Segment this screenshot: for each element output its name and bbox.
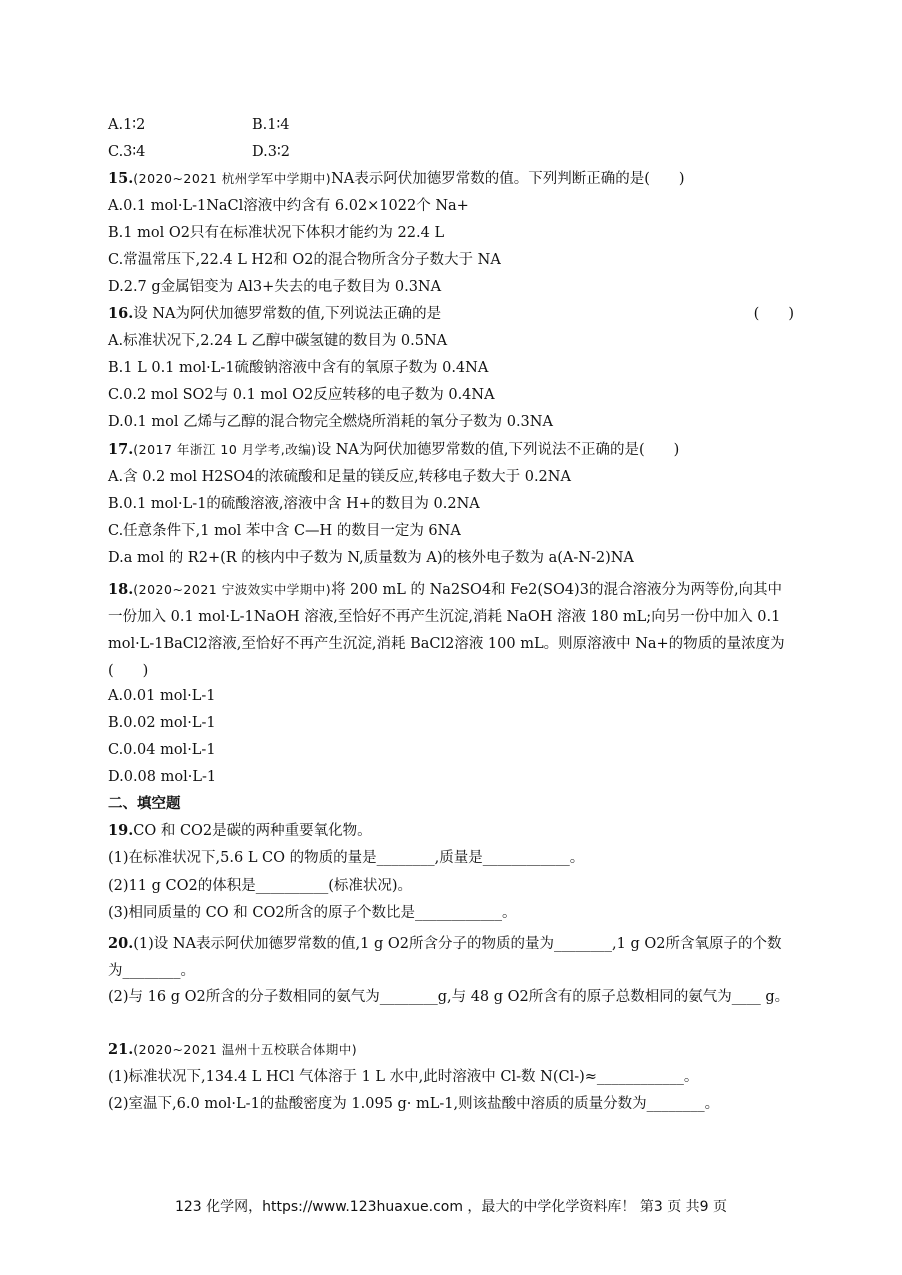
q20-part-1: 20.(1)设 NA表示阿伏加德罗常数的值,1 g O2所含分子的物质的量为________,1 g O2所含氧原子的个数为________。 [108, 935, 782, 979]
q19-part-2: (2)11 g CO2的体积是__________(标准状况)。 [108, 878, 413, 894]
q18-option-d: D.0.08 mol·L-1 [108, 769, 217, 785]
q21-part-2: (2)室温下,6.0 mol·L-1的盐酸密度为 1.095 g· mL-1,则该盐酸中溶质的质量分数为________。 [108, 1096, 720, 1112]
q17-stem-text: 设 NA为阿伏加德罗常数的值,下列说法不正确的是( ) [316, 442, 680, 458]
page-footer: 123 化学网，https://www.123huaxue.com ，最大的中学化学资料库！ 第3 页 共9 页 [174, 1199, 728, 1215]
q16-option-d: D.0.1 mol 乙烯与乙醇的混合物完全燃烧所消耗的氧分子数为 0.3NA [108, 414, 553, 430]
q19-stem: 19.CO 和 CO2是碳的两种重要氧化物。 [108, 822, 372, 839]
q15-stem: 15.(2020~2021 杭州学军中学期中)NA表示阿伏加德罗常数的值。下列判断正确的是( ) [108, 170, 685, 187]
q15-option-a: A.0.1 mol·L-1NaCl溶液中约含有 6.02×1022个 Na+ [108, 198, 469, 214]
q19-number: 19 [108, 822, 129, 839]
q18-stem: 18.(2020~2021 宁波效实中学期中)将 200 mL 的 Na2SO4和 Fe2(SO4)3的混合溶液分为两等份,向其中一份加入 0.1 mol·L-1NaOH 溶液,至恰好不再产生沉淀,消耗 NaOH 溶液 180 mL;向另一份中加入 0.1 mol·L-1BaCl2溶液,至恰好不再产生沉淀,消耗 BaCl2溶液 100 mL。则原溶液中 Na+的物质的量浓度为( ) [108, 581, 785, 679]
q14-option-c: C.3∶4 [108, 144, 146, 160]
q19-stem-text: CO 和 CO2是碳的两种重要氧化物。 [133, 823, 372, 839]
q19-part-1: (1)在标准状况下,5.6 L CO 的物质的量是________,质量是____________。 [108, 850, 585, 866]
q15-option-d: D.2.7 g金属铝变为 Al3+失去的电子数目为 0.3NA [108, 279, 442, 295]
q16-stem: 16.设 NA为阿伏加德罗常数的值,下列说法正确的是 ( ) [108, 305, 794, 322]
q15-source: (2020~2021 杭州学军中学期中) [133, 171, 332, 186]
q21-number: 21 [108, 1041, 129, 1058]
q21-part-1: (1)标准状况下,134.4 L HCl 气体溶于 1 L 水中,此时溶液中 Cl-数 N(Cl-)≈____________。 [108, 1069, 699, 1085]
q19-part-3: (3)相同质量的 CO 和 CO2所含的原子个数比是____________。 [108, 905, 517, 921]
q18-option-c: C.0.04 mol·L-1 [108, 742, 216, 758]
q17-option-d: D.a mol 的 R2+(R 的核内中子数为 N,质量数为 A)的核外电子数为 a(A-N-2)NA [108, 550, 634, 566]
q14-option-a: A.1∶2 [108, 117, 146, 133]
q18-number: 18 [108, 581, 129, 598]
q18-source: (2020~2021 宁波效实中学期中) [133, 582, 332, 597]
q17-source: (2017 年浙江 10 月学考,改编) [133, 442, 317, 457]
q20-part-1-text: (1)设 NA表示阿伏加德罗常数的值,1 g O2所含分子的物质的量为________,1 g O2所含氧原子的个数为________。 [108, 936, 782, 979]
q14-option-d: D.3∶2 [252, 144, 290, 160]
q14-option-b: B.1∶4 [252, 117, 290, 133]
q17-option-c: C.任意条件下,1 mol 苯中含 C—H 的数目一定为 6NA [108, 523, 461, 539]
q18-option-b: B.0.02 mol·L-1 [108, 715, 216, 731]
section-heading-fill-in: 二、填空题 [108, 796, 181, 812]
q16-stem-text: 设 NA为阿伏加德罗常数的值,下列说法正确的是 [133, 306, 442, 322]
q18-stem-text: 将 200 mL 的 Na2SO4和 Fe2(SO4)3的混合溶液分为两等份,向其中一份加入 0.1 mol·L-1NaOH 溶液,至恰好不再产生沉淀,消耗 NaOH 溶液 180 mL;向另一份中加入 0.1 mol·L-1BaCl2溶液,至恰好不再产生沉淀,消耗 BaCl2溶液 100 mL。则原溶液中 Na+的物质的量浓度为( ) [108, 582, 785, 679]
q17-option-b: B.0.1 mol·L-1的硫酸溶液,溶液中含 H+的数目为 0.2NA [108, 496, 480, 512]
q20-number: 20 [108, 935, 129, 952]
q14-options-row1 [108, 115, 794, 135]
q16-option-c: C.0.2 mol SO2与 0.1 mol O2反应转移的电子数为 0.4NA [108, 387, 495, 403]
q15-stem-text: NA表示阿伏加德罗常数的值。下列判断正确的是( ) [331, 171, 685, 187]
q15-option-b: B.1 mol O2只有在标准状况下体积才能约为 22.4 L [108, 225, 445, 241]
q15-option-c: C.常温常压下,22.4 L H2和 O2的混合物所含分子数大于 NA [108, 252, 501, 268]
q20-part-2: (2)与 16 g O2所含的分子数相同的氨气为________g,与 48 g O2所含有的原子总数相同的氨气为____ g。 [108, 989, 790, 1005]
q17-number: 17 [108, 441, 129, 458]
q16-option-b: B.1 L 0.1 mol·L-1硫酸钠溶液中含有的氧原子数为 0.4NA [108, 360, 489, 376]
q16-option-a: A.标准状况下,2.24 L 乙醇中碳氢键的数目为 0.5NA [108, 333, 448, 349]
q15-number: 15 [108, 170, 129, 187]
q18-option-a: A.0.01 mol·L-1 [108, 688, 216, 704]
q21-stem: 21.(2020~2021 温州十五校联合体期中) [108, 1041, 358, 1058]
q14-options-row2 [108, 142, 794, 162]
q16-number: 16 [108, 305, 129, 322]
q17-option-a: A.含 0.2 mol H2SO4的浓硫酸和足量的镁反应,转移电子数大于 0.2NA [108, 469, 571, 485]
q21-source: (2020~2021 温州十五校联合体期中) [133, 1042, 358, 1057]
q16-answer-paren: ( ) [753, 306, 794, 322]
q17-stem: 17.(2017 年浙江 10 月学考,改编)设 NA为阿伏加德罗常数的值,下列说法不正确的是( ) [108, 441, 680, 458]
